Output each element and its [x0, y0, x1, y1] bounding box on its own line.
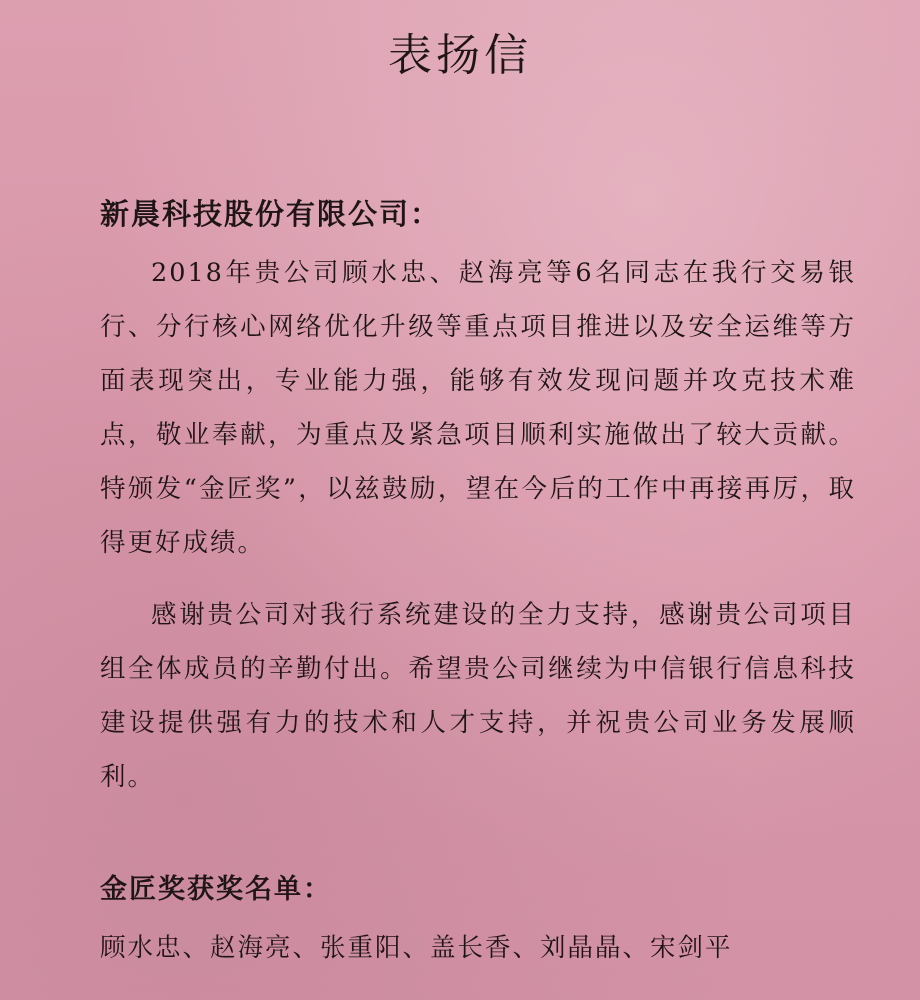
letter-title: 表扬信 [388, 30, 532, 81]
award-list-heading: 金匠奖获奖名单： [100, 874, 332, 905]
letter-paragraph-1: 2018年贵公司顾水忠、赵海亮等6名同志在我行交易银行、分行核心网络优化升级等重点项目推进以及安全运维等方面表现突出，专业能力强，能够有效发现问题并攻克技术难点，敬业奉献，为重点及紧急项目顺利实施做出了较大贡献。特颁发“金匠奖”，以兹鼓励，望在今后的工作中再接再厉，取得更好成绩。 [100, 258, 856, 558]
letter-paragraph-2: 感谢贵公司对我行系统建设的全力支持，感谢贵公司项目组全体成员的辛勤付出。希望贵公司继续为中信银行信息科技建设提供强有力的技术和人才支持，并祝贵公司业务发展顺利。 [100, 600, 856, 792]
letter-salutation: 新晨科技股份有限公司： [100, 197, 442, 231]
award-winner-names: 顾水忠、赵海亮、张重阳、盖长香、刘晶晶、宋剑平 [100, 933, 733, 963]
